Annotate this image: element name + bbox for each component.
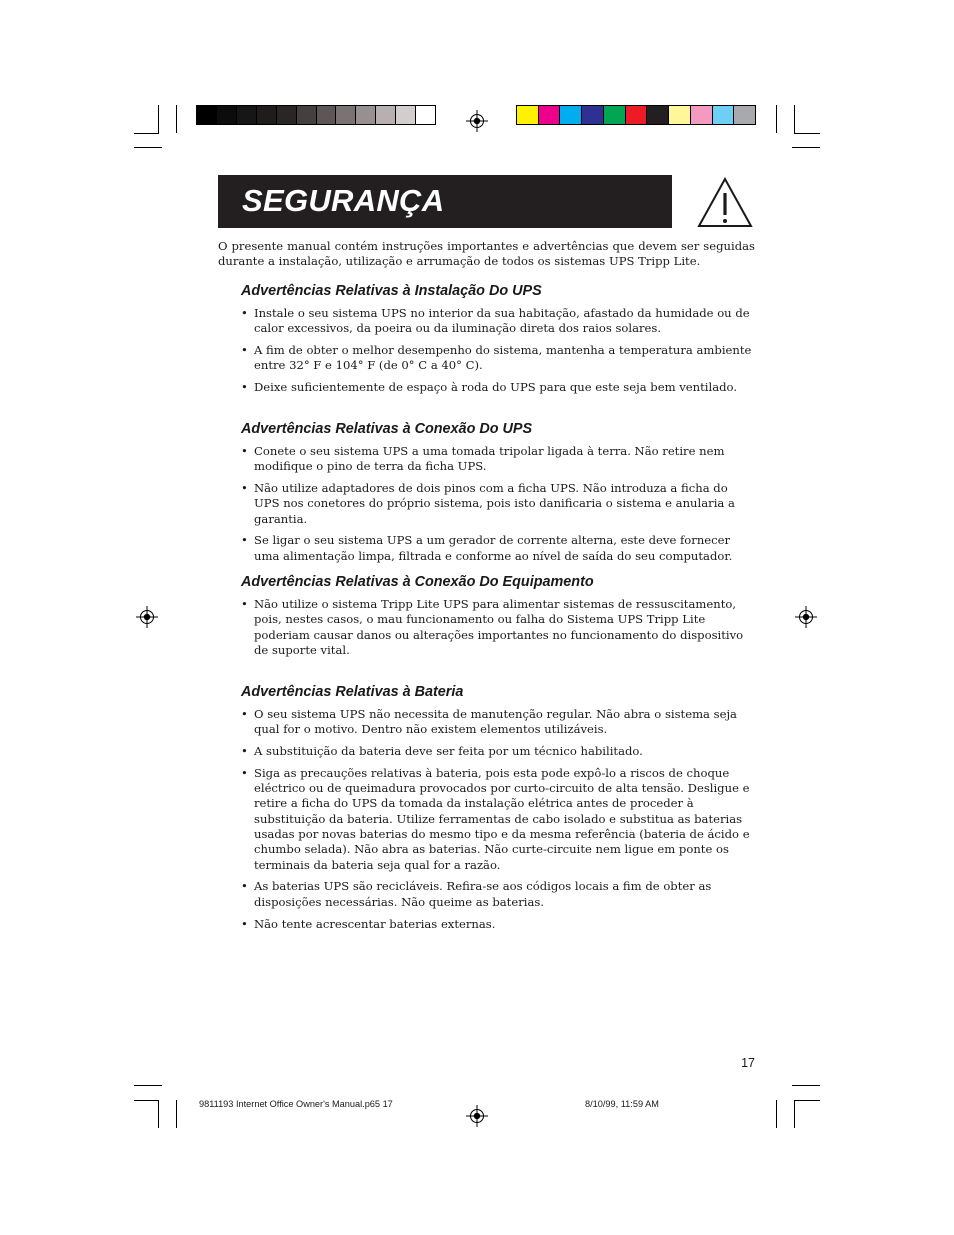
grayscale-color-bar: [196, 105, 436, 125]
page-title: SEGURANÇA: [242, 183, 445, 218]
list-item: • Não tente acrescentar baterias externas.: [241, 917, 755, 932]
crop-mark: [134, 133, 159, 134]
color-swatch: [517, 106, 539, 124]
color-swatch: [197, 106, 217, 124]
color-swatch: [376, 106, 396, 124]
crop-mark: [158, 105, 159, 133]
crop-mark: [794, 1100, 820, 1101]
section-equipment-connection: [241, 573, 755, 665]
color-swatch: [734, 106, 755, 124]
crop-mark: [794, 133, 820, 134]
color-swatch: [257, 106, 277, 124]
section-installation: [241, 282, 755, 402]
bullet-list: [241, 707, 755, 932]
section-heading: Advertências Relativas à Bateria: [241, 684, 464, 700]
page-number: 17: [741, 1056, 755, 1070]
color-swatch: [396, 106, 416, 124]
crop-mark: [134, 147, 162, 148]
list-item: • As baterias UPS são recicláveis. Refira-se aos códigos locais a fim de obter as disposições necessárias. Não queime as baterias.: [241, 879, 755, 910]
color-swatch: [217, 106, 237, 124]
registration-target-icon: [136, 606, 158, 628]
intro-paragraph: O presente manual contém instruções importantes e advertências que devem ser seguidas durante a instalação, utilização e arrumação de todos os sistemas UPS Tripp Lite.: [218, 239, 755, 269]
list-item: • Não utilize o sistema Tripp Lite UPS para alimentar sistemas de ressuscitamento, pois, nestes casos, o mau funcionamento ou falha do Sistema UPS Tripp Lite poderiam causar danos ou alterações importantes no funcionamento do dispositivo de suporte vital.: [241, 597, 755, 658]
color-swatch: [277, 106, 297, 124]
color-swatch: [237, 106, 257, 124]
color-swatch: [647, 106, 669, 124]
crop-mark: [134, 1085, 162, 1086]
color-swatch: [336, 106, 356, 124]
list-item: • Deixe suficientemente de espaço à roda do UPS para que este seja bem ventilado.: [241, 380, 755, 395]
crop-mark: [776, 1100, 777, 1128]
section-heading: Advertências Relativas à Conexão Do UPS: [241, 421, 533, 437]
color-swatch: [539, 106, 561, 124]
color-swatch: [582, 106, 604, 124]
color-swatch: [669, 106, 691, 124]
color-swatch: [297, 106, 317, 124]
process-color-bar: [516, 105, 756, 125]
crop-mark: [134, 1100, 159, 1101]
crop-mark: [176, 1100, 177, 1128]
crop-mark: [158, 1100, 159, 1128]
color-swatch: [604, 106, 626, 124]
registration-target-icon: [466, 1105, 488, 1127]
color-swatch: [713, 106, 735, 124]
crop-mark: [792, 1085, 820, 1086]
registration-target-icon: [466, 110, 488, 132]
section-heading: Advertências Relativas à Conexão Do Equipamento: [241, 574, 594, 590]
crop-mark: [792, 147, 820, 148]
title-banner: [218, 175, 672, 228]
list-item: • O seu sistema UPS não necessita de manutenção regular. Não abra o sistema seja qual for o motivo. Dentro não existem elementos utilizáveis.: [241, 707, 755, 738]
section-battery: [241, 683, 755, 938]
footer-filename: 9811193 Internet Office Owner's Manual.p65 17: [199, 1099, 393, 1109]
color-swatch: [356, 106, 376, 124]
color-swatch: [691, 106, 713, 124]
bullet-list: [241, 306, 755, 395]
crop-mark: [176, 105, 177, 133]
list-item: • A substituição da bateria deve ser feita por um técnico habilitado.: [241, 744, 755, 759]
crop-mark: [776, 105, 777, 133]
footer-timestamp: 8/10/99, 11:59 AM: [585, 1099, 659, 1109]
section-ups-connection: [241, 420, 755, 571]
color-swatch: [626, 106, 648, 124]
bullet-list: [241, 597, 755, 658]
list-item: • Instale o seu sistema UPS no interior da sua habitação, afastado da humidade ou de calor excessivos, da poeira ou da iluminação direta dos raios solares.: [241, 306, 755, 337]
list-item: • Se ligar o seu sistema UPS a um gerador de corrente alterna, este deve fornecer uma alimentação limpa, filtrada e conforme ao nível de saída do seu computador.: [241, 533, 755, 564]
list-item: • Conete o seu sistema UPS a uma tomada tripolar ligada à terra. Não retire nem modifique o pino de terra da ficha UPS.: [241, 444, 755, 475]
color-swatch: [317, 106, 337, 124]
color-swatch: [560, 106, 582, 124]
section-heading: Advertências Relativas à Instalação Do UPS: [241, 283, 542, 299]
crop-mark: [794, 1100, 795, 1128]
bullet-list: [241, 444, 755, 564]
list-item: • Não utilize adaptadores de dois pinos com a ficha UPS. Não introduza a ficha do UPS nos conetores do próprio sistema, pois isto danificaria o sistema e anularia a garantia.: [241, 481, 755, 527]
list-item: • A fim de obter o melhor desempenho do sistema, mantenha a temperatura ambiente entre 32° F e 104° F (de 0° C a 40° C).: [241, 343, 755, 374]
crop-mark: [794, 105, 795, 133]
warning-triangle-icon: [697, 176, 753, 228]
color-swatch: [416, 106, 435, 124]
registration-target-icon: [795, 606, 817, 628]
list-item: • Siga as precauções relativas à bateria, pois esta pode expô-lo a riscos de choque eléctrico ou de queimadura provocados por curto-circuito de alta tensão. Desligue e retire a ficha do UPS da tomada da instalação elétrica antes de proceder à substituição da bateria. Utilize ferramentas de cabo isolado e substitua as baterias usadas por novas baterias do mesmo tipo e da mesma referência (bateria de ácido e chumbo selada). Não abra as baterias. Não curte-circuite nem ligue em ponte os terminais da bateria seja qual for a razão.: [241, 766, 755, 873]
